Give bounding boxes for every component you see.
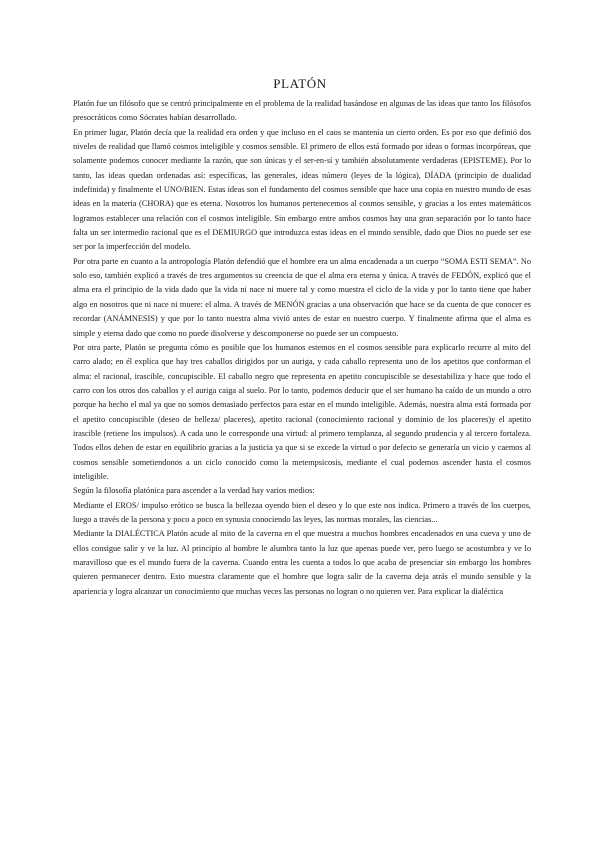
- paragraph-dialectic: Mediante la DIALÉCTICA Platón acude al mito de la caverna en el que muestra a muchos hombres encadenados en una cueva y uno de ellos consigue salir y ve la luz. Al principio al hombre le alumbra tanto la luz que apenas puede ver, pero luego se acostumbra y ve lo maravilloso que es el mundo fuera de la caverna. Cuando entra les cuenta a todos lo que acaba de presenciar sin embargo los hombres quieren permanecer dentro. Esto muestra claramente que el hombre que logra salir de la caverna deja atrás el mundo sensible y la apariencia y logra alcanzar un conocimiento que muchas veces las personas no logran o no quieren ver. Para explicar la dialéctica: [73, 529, 531, 596]
- paragraph-ascent-means: Según la filosofía platónica para ascender a la verdad hay varios medios:: [73, 486, 315, 496]
- document-title: PLATÓN: [273, 76, 327, 91]
- document-body: [73, 97, 531, 599]
- paragraph-eros: Mediante el EROS/ impulso erótico se busca la bellezaa oyendo bien el deseo y lo que este nos indica. Primero a través de los cuerpos, luego a través de la persona y poco a poco en synusia conociendo las leyes, las normas morales, las ciencias...: [73, 500, 531, 524]
- paragraph-intro: Platón fue un filósofo que se centró principalmente en el problema de la realidad basándose en algunas de las ideas que tanto los filósofos presocráticos como Sócrates habían desarrollado.: [73, 99, 531, 123]
- paragraph-reality: En primer lugar, Platón decía que la realidad era orden y que incluso en el caos se mantenía un cierto orden. Es por eso que definió dos niveles de realidad que llamó cosmos inteligible y cosmos sensible. El primero de ellos está formado por ideas o formas incorpóreas, que solamente podemos conocer mediante la razón, que son únicas y el ser-en-sí y también absolutamente verdaderas (EPISTEME). Por lo tanto, las ideas quedan ordenadas así: específicas, las generales, ideas número (leyes de la lógica), DÍADA (principio de dualidad indefinida) y finalmente el UNO/BIEN. Estas ideas son el fundamento del cosmos sensible que hace una copia en nuestro mundo de esas ideas en la materia (CHORA) que es eterna. Nosotros los humanos pertenecemos al cosmos sensible, y gracias a los entes matemáticos logramos establecer una relación con el cosmos inteligible. Sin embargo entre ambos cosmos hay una gran separación por lo tanto hace falta un ser intermedio racional que es el DEMIURGO que introduzca estas ideas en el mundo sensible, dado que Dios no puede ser ese ser por la imperfección del modelo.: [73, 127, 531, 252]
- paragraph-anthropology: Por otra parte en cuanto a la antropología Platón defendió que el hombre era un alma encadenada a un cuerpo “SOMA ESTI SEMA”. No solo eso, también explicó a través de tres argumentos su creencia de que el alma era eterna y única. A través de FEDÓN, explicó que el alma era el principio de la vida dado que la vida ni nace ni muere tal y como muestra el ciclo de la vida y por lo tanto tiene que haber algo en nosotros que ni nace ni muere: el alma. A través de MENÓN gracias a una observación que hace se da cuenta de que conocer es recordar (ANÁMNESIS) y que por lo tanto nuestra alma vivió antes de estar en nuestro cuerpo. Y finalmente afirma que el alma es simple y eterna dado que como no puede disolverse y descomponerse no puede ser un compuesto.: [73, 256, 531, 338]
- paragraph-winged-chariot: Por otra parte, Platón se pregunta cómo es posible que los humanos estemos en el cosmos sensible para explicarlo recurre al mito del carro alado; en él explica que hay tres caballos dirigidos por un auriga, y cada caballo representa uno de los apetitos que conforman el alma: el racional, irascible, concupiscible. El caballo negro que representa en apetito concupiscible se desestabiliza y hace que todo el carro con los otros dos caballos y el auriga caiga al suelo. Por lo tanto, podemos deducir que el ser humano ha caído de un mundo a otro porque ha hecho el mal ya que no somos demasiado perfectos para estar en el mundo inteligible. Además, nuestra alma está formada por el apetito concupiscible (deseo de belleza/ placeres), apetito racional (conocimiento racional y dominio de los placeres)y el apetito irascible (retiene los impulsos). A cada uno le corresponde una virtud: al primero templanza, al segundo prudencia y al tercero fortaleza. Todos ellos deben de estar en equilibrio gracias a la justicia ya que si se excede la virtud o por defecto se generaría un vicio y caemos al cosmos sensible sometiendonos a un ciclo conocido como la metempsicosis, mediante el cual podemos ascender hasta el cosmos inteligible.: [73, 342, 531, 481]
